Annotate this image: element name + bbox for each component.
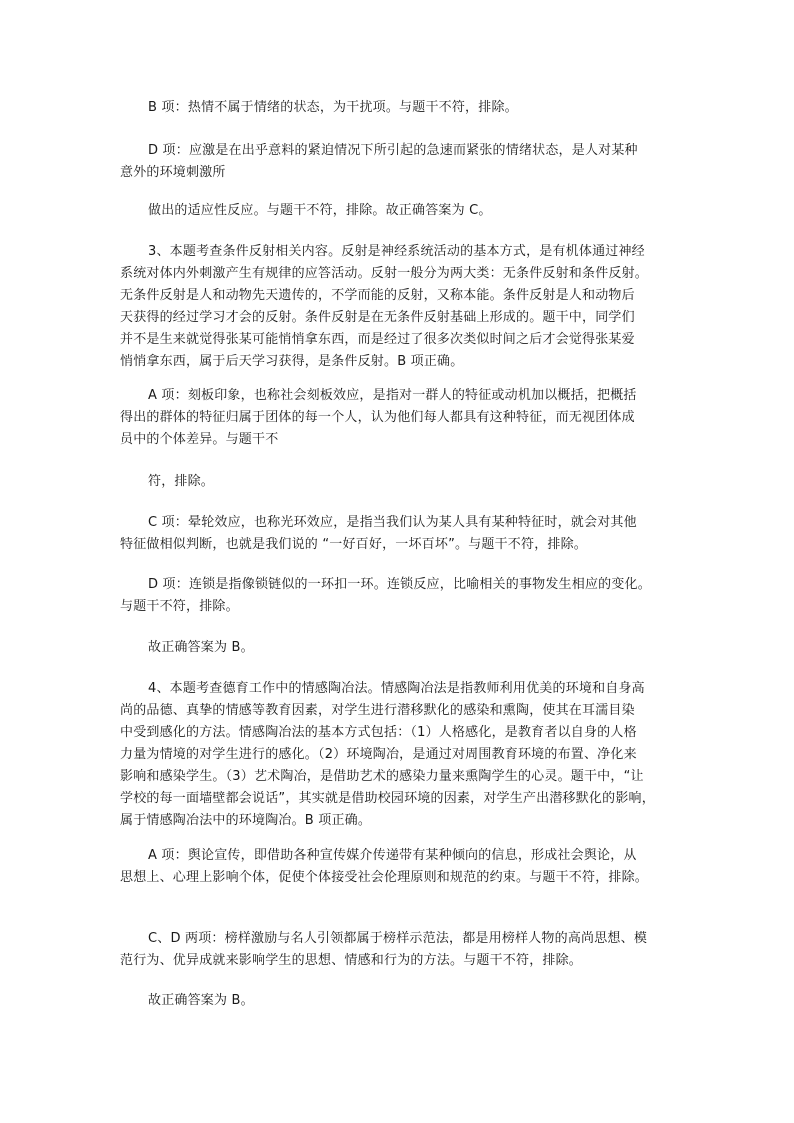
text-line: 4、本题考查德育工作中的情感陶冶法。情感陶冶法是指教师利用优美的环境和自身高 — [148, 681, 645, 696]
text-line: A 项：刻板印象，也称社会刻板效应，是指对一群人的特征或动机加以概括，把概括 — [148, 388, 637, 403]
paragraph-exclusion — [120, 471, 685, 493]
text-line: 特征做相似判断，也就是我们说的 “一好百好，一坏百坏”。与题干不符，排除。 — [120, 537, 588, 552]
text-line: 无条件反射是人和动物先天遗传的，不学而能的反射，又称本能。条件反射是人和动物后 — [120, 288, 635, 303]
text-line: 尚的品德、真挚的情感等教育因素，对学生进行潜移默化的感染和熏陶，使其在耳濡目染 — [120, 703, 635, 718]
paragraph-option-a-propaganda — [120, 845, 685, 889]
text-line: 思想上、心理上影响个体，促使个体接受社会伦理原则和规范的约束。与题干不符，排除。 — [120, 870, 649, 885]
text-line: A 项：舆论宣传，即借助各种宣传媒介传递带有某种倾向的信息，形成社会舆论，从 — [148, 848, 637, 863]
paragraph-answer-b-1 — [120, 637, 685, 659]
text-line: 天获得的经过学习才会的反射。条件反射是在无条件反射基础上形成的。题干中，同学们 — [120, 310, 635, 325]
paragraph-option-b-passion — [120, 97, 685, 119]
paragraph-answer-b-2 — [120, 990, 685, 1012]
text-line: D 项：应激是在出乎意料的紧迫情况下所引起的急速而紧张的情绪状态，是人对某种 — [148, 143, 638, 158]
text-line: 意外的环境刺激所 — [120, 165, 226, 180]
text-line: 学校的每一面墙壁都会说话”，其实就是借助校园环境的因素，对学生产出潜移默化的影响， — [120, 791, 655, 806]
paragraph-option-cd-role-model — [120, 928, 685, 972]
text-line: 力量为情境的对学生进行的感化。（2）环境陶冶，是通过对周围教育环境的布置、净化来 — [120, 747, 637, 762]
text-line: 员中的个体差异。与题干不 — [120, 432, 279, 447]
text-line: C 项：晕轮效应，也称光环效应，是指当我们认为某人具有某种特征时，就会对其他 — [148, 515, 637, 530]
paragraph-option-d-chain — [120, 574, 685, 618]
text-line: D 项：连锁是指像锁链似的一环扣一环。连锁反应，比喻相关的事物发生相应的变化。 — [148, 577, 651, 592]
text-line: 中受到感化的方法。情感陶冶法的基本方式包括：（1）人格感化，是教育者以自身的人格 — [120, 725, 637, 740]
paragraph-option-c-halo — [120, 512, 685, 556]
paragraph-question-3 — [120, 241, 685, 373]
text-line: 故正确答案为 B。 — [148, 640, 254, 655]
text-line: 做出的适应性反应。与题干不符，排除。故正确答案为 C。 — [148, 203, 492, 218]
text-line: B 项：热情不属于情绪的状态，为干扰项。与题干不符，排除。 — [148, 100, 518, 115]
text-line: 与题干不符，排除。 — [120, 599, 239, 614]
text-line: 范行为、优异成就来影响学生的思想、情感和行为的方法。与题干不符，排除。 — [120, 953, 583, 968]
text-line: 影响和感染学生。（3）艺术陶冶，是借助艺术的感染力量来熏陶学生的心灵。题干中，“让 — [120, 769, 644, 784]
text-line: 系统对体内外刺激产生有规律的应答活动。反射一般分为两大类：无条件反射和条件反射。 — [120, 266, 649, 281]
text-line: 悄悄拿东西，属于后天学习获得，是条件反射。B 项正确。 — [120, 354, 464, 369]
paragraph-question-4 — [120, 678, 685, 832]
text-line: 3、本题考查条件反射相关内容。反射是神经系统活动的基本方式，是有机体通过神经 — [148, 244, 645, 259]
text-line: 得出的群体的特征归属于团体的每一个人，认为他们每人都具有这种特征，而无视团体成 — [120, 410, 635, 425]
text-line: 并不是生来就觉得张某可能悄悄拿东西，而是经过了很多次类似时间之后才会觉得张某爱 — [120, 332, 635, 347]
text-line: 故正确答案为 B。 — [148, 993, 254, 1008]
text-line: 属于情感陶冶法中的环境陶冶。B 项正确。 — [120, 813, 372, 828]
paragraph-option-d-stress — [120, 140, 685, 184]
text-line: C、D 两项：榜样激励与名人引领都属于榜样示范法，都是用榜样人物的高尚思想、模 — [148, 931, 648, 946]
paragraph-option-a-stereotype — [120, 385, 685, 451]
paragraph-answer-c — [120, 200, 685, 222]
text-line: 符，排除。 — [148, 474, 215, 489]
